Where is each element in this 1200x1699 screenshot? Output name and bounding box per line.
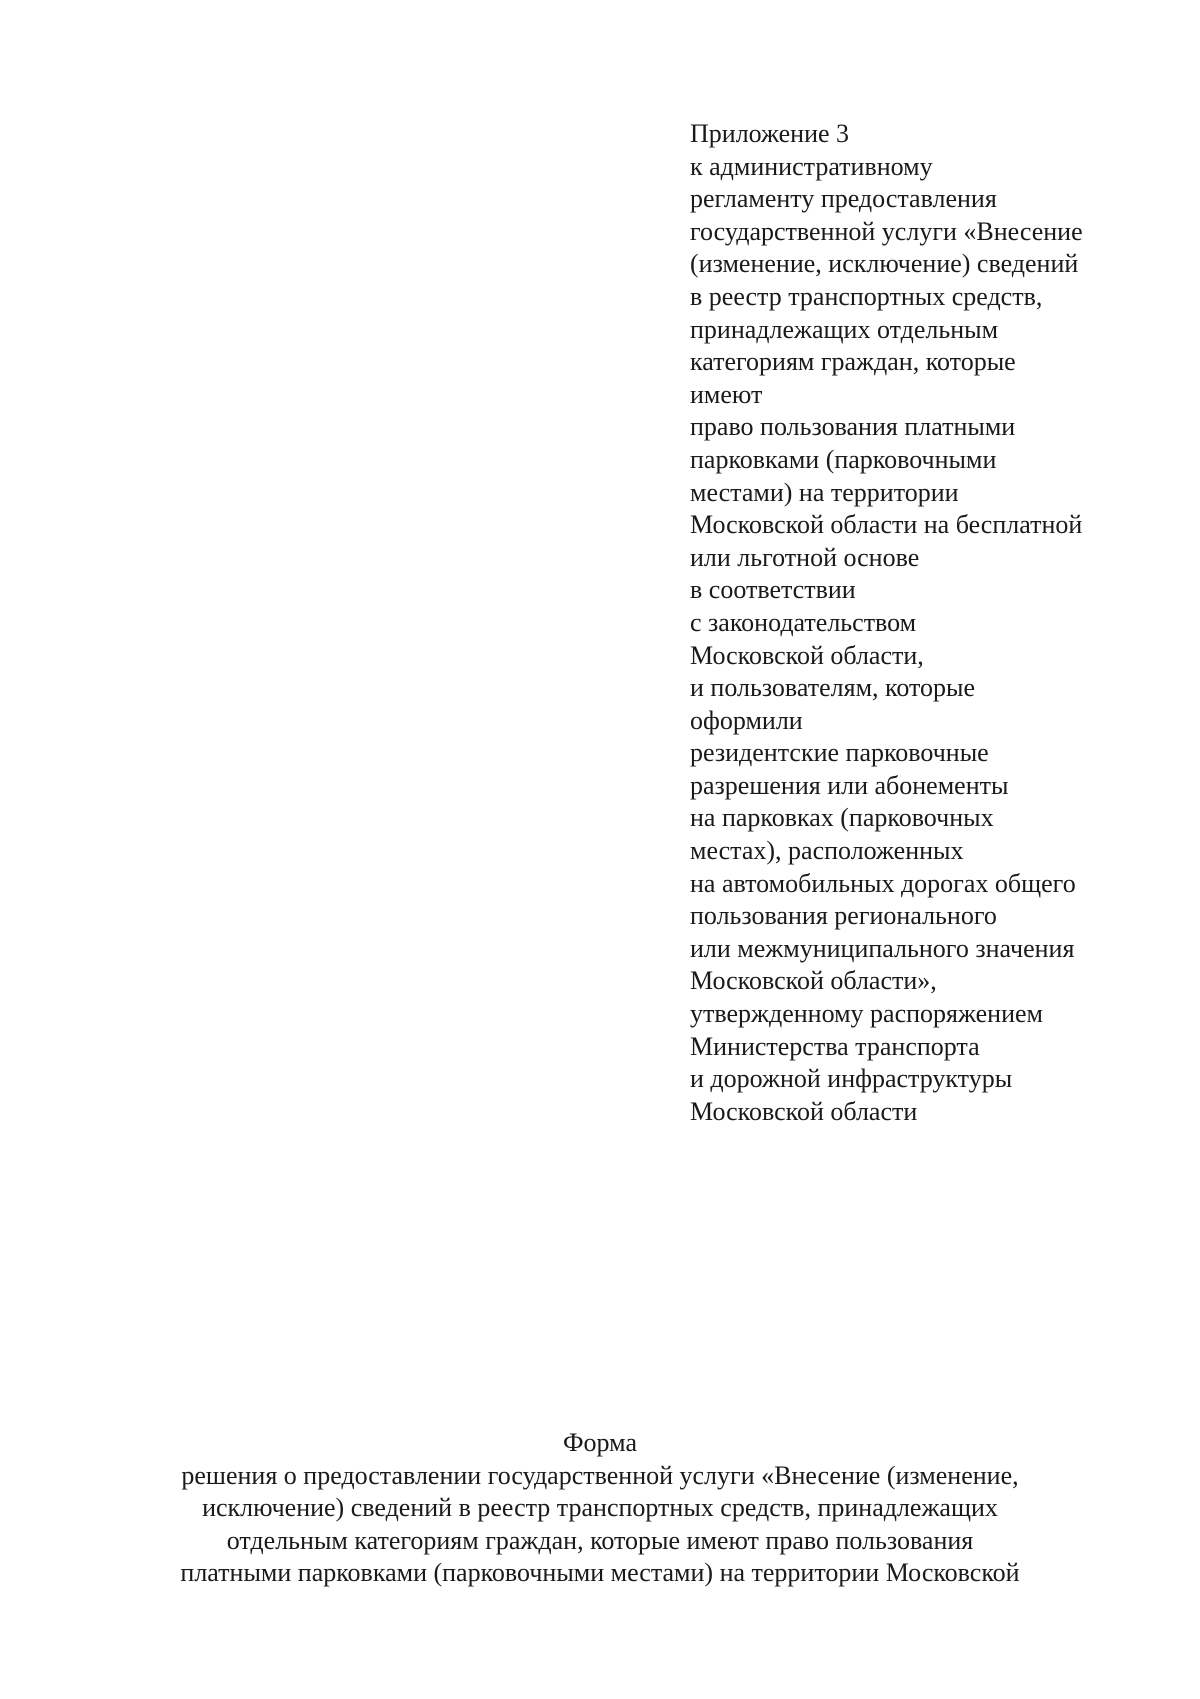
appendix-line: пользования регионального [690,901,997,931]
appendix-line: регламенту предоставления [690,184,997,214]
appendix-line: или льготной основе [690,542,920,572]
appendix-line: право пользования платными [690,412,1016,442]
appendix-line: и дорожной инфраструктуры [690,1064,1013,1094]
appendix-header [690,118,1170,1128]
appendix-line: категориям граждан, которые [690,347,1016,377]
appendix-line: разрешения или абонементы [690,770,1009,800]
appendix-line: к административному [690,151,933,181]
appendix-line: с законодательством [690,607,917,637]
form-title-line: исключение) сведений в реестр транспортных средств, принадлежащих [202,1493,998,1523]
appendix-line: Московской области», [690,966,937,996]
appendix-line: утвержденному распоряжением [690,999,1043,1029]
appendix-line: и пользователям, которые [690,673,976,703]
appendix-line: (изменение, исключение) сведений [690,249,1079,279]
appendix-line: или межмуниципального значения [690,933,1075,963]
appendix-line: оформили [690,705,803,735]
appendix-line: парковками (парковочными [690,444,997,474]
appendix-line: государственной услуги «Внесение [690,216,1083,246]
form-title-line: отдельным категориям граждан, которые имеют право пользования [226,1525,974,1555]
form-title-line: платными парковками (парковочными местами) на территории Московской [180,1558,1020,1588]
appendix-line: принадлежащих отдельным [690,314,999,344]
form-title [100,1427,1100,1590]
appendix-line: резидентские парковочные [690,738,989,768]
appendix-line: Московской области, [690,640,924,670]
appendix-line: Московской области на бесплатной [690,510,1083,540]
appendix-line: Министерства транспорта [690,1031,980,1061]
appendix-line: имеют [690,379,763,409]
appendix-line: в реестр транспортных средств, [690,281,1043,311]
form-title-line: решения о предоставлении государственной услуги «Внесение (изменение, [181,1460,1019,1490]
appendix-line: Московской области [690,1096,918,1126]
form-heading: Форма [563,1428,637,1457]
appendix-line: в соответствии [690,575,856,605]
appendix-line: на парковках (парковочных [690,803,994,833]
appendix-line: местах), расположенных [690,836,964,866]
appendix-line: местами) на территории [690,477,959,507]
appendix-line: на автомобильных дорогах общего [690,868,1076,898]
appendix-line: Приложение 3 [690,119,850,148]
